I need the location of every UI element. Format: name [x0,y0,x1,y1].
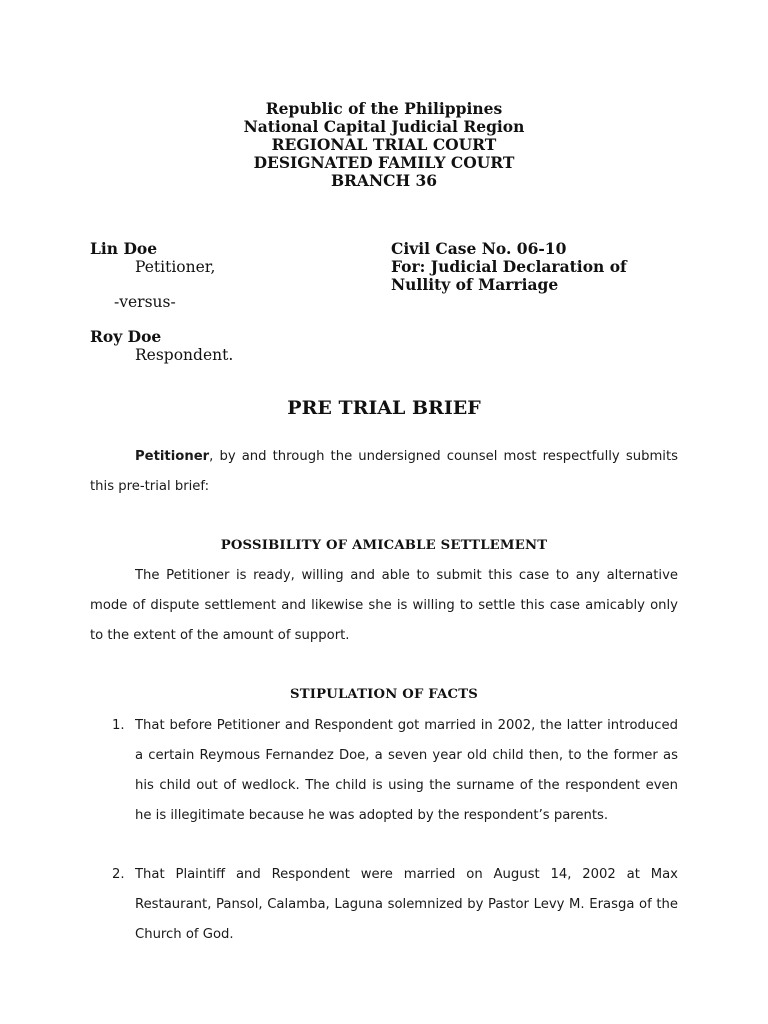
fact-number: 2. [112,867,125,882]
heading-republic: Republic of the Philippines [265,99,503,118]
case-details [391,240,691,294]
intro-paragraph [90,442,678,502]
heading-family-court: DESIGNATED FAMILY COURT [253,153,515,172]
court-heading [0,100,768,190]
amicable-settlement-paragraph: The Petitioner is ready, willing and able to submit this case to any alternative mode of dispute settlement and likewise she is willing to settle this case amicably only to the extent of the amount of support. [90,568,678,643]
fact-text: That before Petitioner and Respondent got married in 2002, the latter introduced a certain Reymous Fernandez Doe, a seven year old child then, to the former as his child out of wedlock. The child is using the surname of the respondent even he is illegitimate because he was adopted by the respondent’s parents. [135,718,678,823]
case-number: Civil Case No. 06-10 [391,239,567,258]
amicable-settlement-heading: POSSIBILITY OF AMICABLE SETTLEMENT [220,538,548,553]
petitioner-name: Lin Doe [90,239,158,258]
fact-text: That Plaintiff and Respondent were married on August 14, 2002 at Max Restaurant, Pansol, Calamba, Laguna solemnized by Pastor Levy M. Erasga of the Church of God. [135,867,678,942]
fact-number: 1. [112,718,125,733]
versus-label: -versus- [114,293,176,311]
document-title: PRE TRIAL BRIEF [287,397,481,419]
heading-region: National Capital Judicial Region [243,117,525,136]
intro-lead: Petitioner [135,449,210,464]
intro-text: , by and through the undersigned counsel most respectfully submits this pre-trial brief: [90,449,678,494]
stipulation-heading: STIPULATION OF FACTS [290,687,478,702]
case-nature-line2: Nullity of Marriage [391,275,559,294]
case-parties [90,240,380,364]
heading-court: REGIONAL TRIAL COURT [271,135,497,154]
respondent-name: Roy Doe [90,327,162,346]
petitioner-role: Petitioner, [135,258,216,276]
case-nature-line1: For: Judicial Declaration of [391,257,627,276]
heading-branch: BRANCH 36 [330,171,438,190]
fact-item-2 [90,860,678,950]
respondent-role: Respondent. [135,346,234,364]
fact-item-1 [90,711,678,831]
